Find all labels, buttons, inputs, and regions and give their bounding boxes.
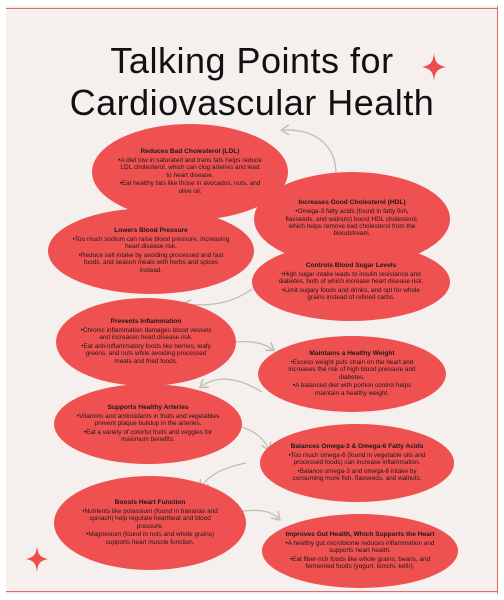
point-controls-blood-sugar [252,243,450,321]
point-healthy-weight [258,336,446,412]
point-bullet: • Too much omega-6 (found in vegetable oils and processed foods) can increase inflammation. [282,452,432,467]
point-prevents-inflammation [56,298,236,386]
point-heading: Boosts Heart Function [114,498,186,506]
arrow-icon [284,130,336,174]
point-bullet: • Too much sodium can raise blood pressure, increasing heart disease risk. [72,236,230,251]
point-bullet: • Eat fiber-rich foods like whole grains, beans, and fermented foods (yogurt, kimchi, kefir). [284,556,436,571]
point-balances-omega [260,424,454,502]
point-heading: Balances Omega-3 & Omega-6 Fatty Acids [290,442,424,450]
point-heading: Prevents Inflammation [110,317,182,325]
point-bullet: • Vitamins and antioxidants in fruits and vegetables prevent plaque buildup in the arteries. [76,413,220,428]
point-bullet: • Eat healthy fats like those in avocados, nuts, and olive oil. [118,180,262,195]
point-healthy-arteries [54,384,242,464]
point-bullet: • Eat anti-inflammatory foods like berries, leafy greens, and nuts while avoiding processed meats and fried foods. [80,343,212,365]
title-line-2: Cardiovascular Health [69,82,435,123]
point-bullet: • A healthy gut microbiome reduces inflammation and supports heart health. [284,540,436,555]
point-heading: Reduces Bad Cholesterol (LDL) [140,147,240,155]
point-bullet: • Excess weight puts strain on the heart and increases the risk of high blood pressure and diabetes. [282,359,422,381]
point-bullet: • Chronic inflammation damages blood vessels and increases heart disease risk. [80,327,212,342]
title-line-1: Talking Points for [110,40,394,81]
arrow-icon [202,379,262,392]
point-bullet: • Omega-3 fatty acids (found in fatty fish, flaxseeds, and walnuts) boost HDL cholesterol, which helps remove bad cholesterol from the bloodstream. [282,208,422,238]
point-bullet: • High sugar intake leads to insulin resistance and diabetes, both of which increase heart disease risk. [276,271,426,286]
point-heading: Controls Blood Sugar Levels [305,261,397,269]
point-bullet: • A diet low in saturated and trans fats helps reduce LDL cholesterol, which can clog arteries and lead to heart disease. [118,157,262,179]
point-bullet: • Limit sugary foods and drinks, and opt for whole grains instead of refined carbs. [276,287,426,302]
point-heading: Maintains a Healthy Weight [309,349,395,357]
point-bullet: • Balance omega-3 and omega-6 intake by consuming more fish, flaxseeds, and walnuts. [282,468,432,483]
arrow-icon [202,463,246,486]
point-lowers-blood-pressure [48,208,254,294]
point-improves-gut-health [262,514,458,588]
point-bullet: • A balanced diet with portion control helps maintain a healthy weight. [282,382,422,397]
point-boosts-heart-function [54,476,246,570]
point-heading: Improves Gut Health, Which Supports the Heart [285,530,435,538]
point-bullet: • Nutrients like potassium (found in bananas and spinach) help regulate heartbeat and blood pressure. [78,508,222,530]
point-bullet: • Eat a variety of colorful fruits and veggies for maximum benefits. [76,429,220,444]
point-bullet: • Magnesium (found in nuts and whole grains) supports heart muscle function. [78,531,222,546]
point-heading: Supports Healthy Arteries [107,403,189,411]
poster [6,6,498,594]
point-heading: Lowers Blood Pressure [114,226,188,234]
arrow-icon [186,289,252,305]
point-heading: Increases Good Cholesterol (HDL) [298,199,406,207]
point-bullet: • Reduce salt intake by avoiding processed and fast foods, and season meals with herbs and spices instead. [72,252,230,274]
